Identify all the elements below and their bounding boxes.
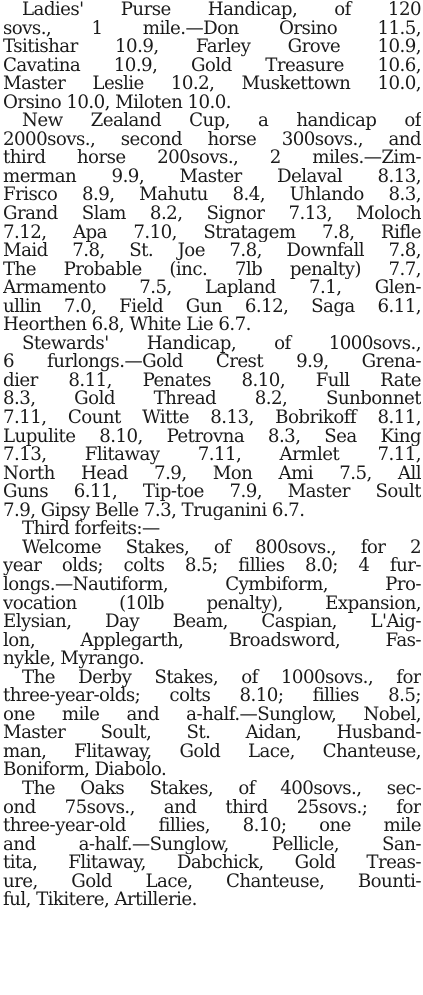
text-line: Grand Slam 8.2, Signor 7.13, Moloch (3, 205, 421, 224)
text-line: ond 75sovs., and third 25sovs.; for (3, 798, 421, 818)
text-line: The Derby Stakes, of 1000sovs., for (22, 668, 421, 688)
paragraph-oaks-stakes (3, 780, 421, 910)
text-line: ure, Gold Lace, Chanteuse, Bounti- (3, 872, 421, 892)
text-line: Elysian, Day Beam, Caspian, L'Aig- (3, 613, 421, 632)
text-line: Heorthen 6.8, White Lie 6.7. (3, 316, 251, 335)
text-line: merman 9.9, Master Delaval 8.13, (3, 167, 421, 187)
text-line: 8.3, Gold Thread 8.2, Sunbonnet (3, 390, 421, 410)
text-line: 7.11, Count Witte 8.13, Bobrikoff 8.11, (3, 409, 421, 428)
paragraph-new-zealand-cup (3, 112, 421, 335)
text-line: Tsitishar 10.9, Farley Grove 10.9, (3, 38, 421, 57)
text-line: Orsino 10.0, Miloten 10.0. (3, 93, 232, 113)
text-line: ullin 7.0, Field Gun 6.12, Saga 6.11, (3, 297, 421, 317)
text-line: Ladies' Purse Handicap, of 120 (22, 1, 421, 20)
text-line: 7.9, Gipsy Belle 7.3, Truganini 6.7. (3, 501, 305, 521)
paragraph-welcome-stakes (3, 539, 421, 669)
text-line: Third forfeits:— (22, 520, 160, 539)
text-line: one mile and a-half.—Sunglow, Nobel, (3, 705, 421, 725)
text-line: Guns 6.11, Tip-toe 7.9, Master Soult (3, 483, 421, 502)
text-line: Master Leslie 10.2, Muskettown 10.0, (3, 75, 421, 94)
text-line: Master Soult, St. Aidan, Husband- (3, 724, 421, 743)
text-line: Boniform, Diabolo. (3, 761, 167, 780)
paragraph-stewards-handicap (3, 335, 421, 520)
text-line: year olds; colts 8.5; fillies 8.0; 4 fur- (3, 557, 421, 576)
text-line: Lupulite 8.10, Petrovna 8.3, Sea King (3, 427, 421, 447)
text-line: 2000sovs., second horse 300sovs., and (3, 130, 421, 150)
text-line: nykle, Myrango. (3, 650, 145, 669)
text-line: Stewards' Handicap, of 1000sovs., (22, 334, 421, 354)
text-line: The Oaks Stakes, of 400sovs., sec- (22, 779, 421, 799)
text-line: tita, Flitaway, Dabchick, Gold Treas- (3, 854, 421, 873)
text-line: Welcome Stakes, of 800sovs., for 2 (22, 538, 421, 558)
text-line: and a-half.—Sunglow, Pellicle, San- (3, 835, 421, 855)
text-line: New Zealand Cup, a handicap of (22, 112, 421, 131)
text-line: The Probable (inc. 7lb penalty) 7.7, (3, 260, 421, 280)
text-line: lon, Applegarth, Broadsword, Fas- (3, 631, 421, 651)
text-line: three-year-old fillies, 8.10; one mile (3, 817, 421, 836)
text-line: Frisco 8.9, Mahutu 8.4, Uhlando 8.3, (3, 186, 421, 206)
text-line: 7.12, Apa 7.10, Stratagem 7.8, Rifle (3, 223, 421, 243)
paragraph-derby-stakes (3, 669, 421, 780)
text-line: longs.—Nautiform, Cymbiform, Pro- (3, 575, 421, 595)
text-line: vocation (10lb penalty), Expansion, (3, 594, 421, 614)
text-line: sovs., 1 mile.—Don Orsino 11.5, (3, 19, 421, 39)
paragraph-third-forfeits (3, 520, 421, 539)
text-line: dier 8.11, Penates 8.10, Full Rate (3, 371, 421, 391)
paragraph-ladies-purse-handicap (3, 1, 421, 112)
text-line: three-year-olds; colts 8.10; fillies 8.5; (3, 687, 421, 706)
text-line: Maid 7.8, St. Joe 7.8, Downfall 7.8, (3, 242, 421, 261)
text-line: third horse 200sovs., 2 miles.—Zim- (3, 149, 421, 168)
text-line: 6 furlongs.—Gold Crest 9.9, Grena- (3, 353, 421, 372)
text-line: man, Flitaway, Gold Lace, Chanteuse, (3, 742, 421, 762)
text-line: Cavatina 10.9, Gold Treasure 10.6, (3, 56, 421, 76)
text-line: 7.13, Flitaway 7.11, Armlet 7.11, (3, 446, 421, 465)
text-line: ful, Tikitere, Artillerie. (3, 891, 197, 910)
text-line: Armamento 7.5, Lapland 7.1, Glen- (3, 279, 421, 298)
text-line: North Head 7.9, Mon Ami 7.5, All (3, 464, 421, 484)
